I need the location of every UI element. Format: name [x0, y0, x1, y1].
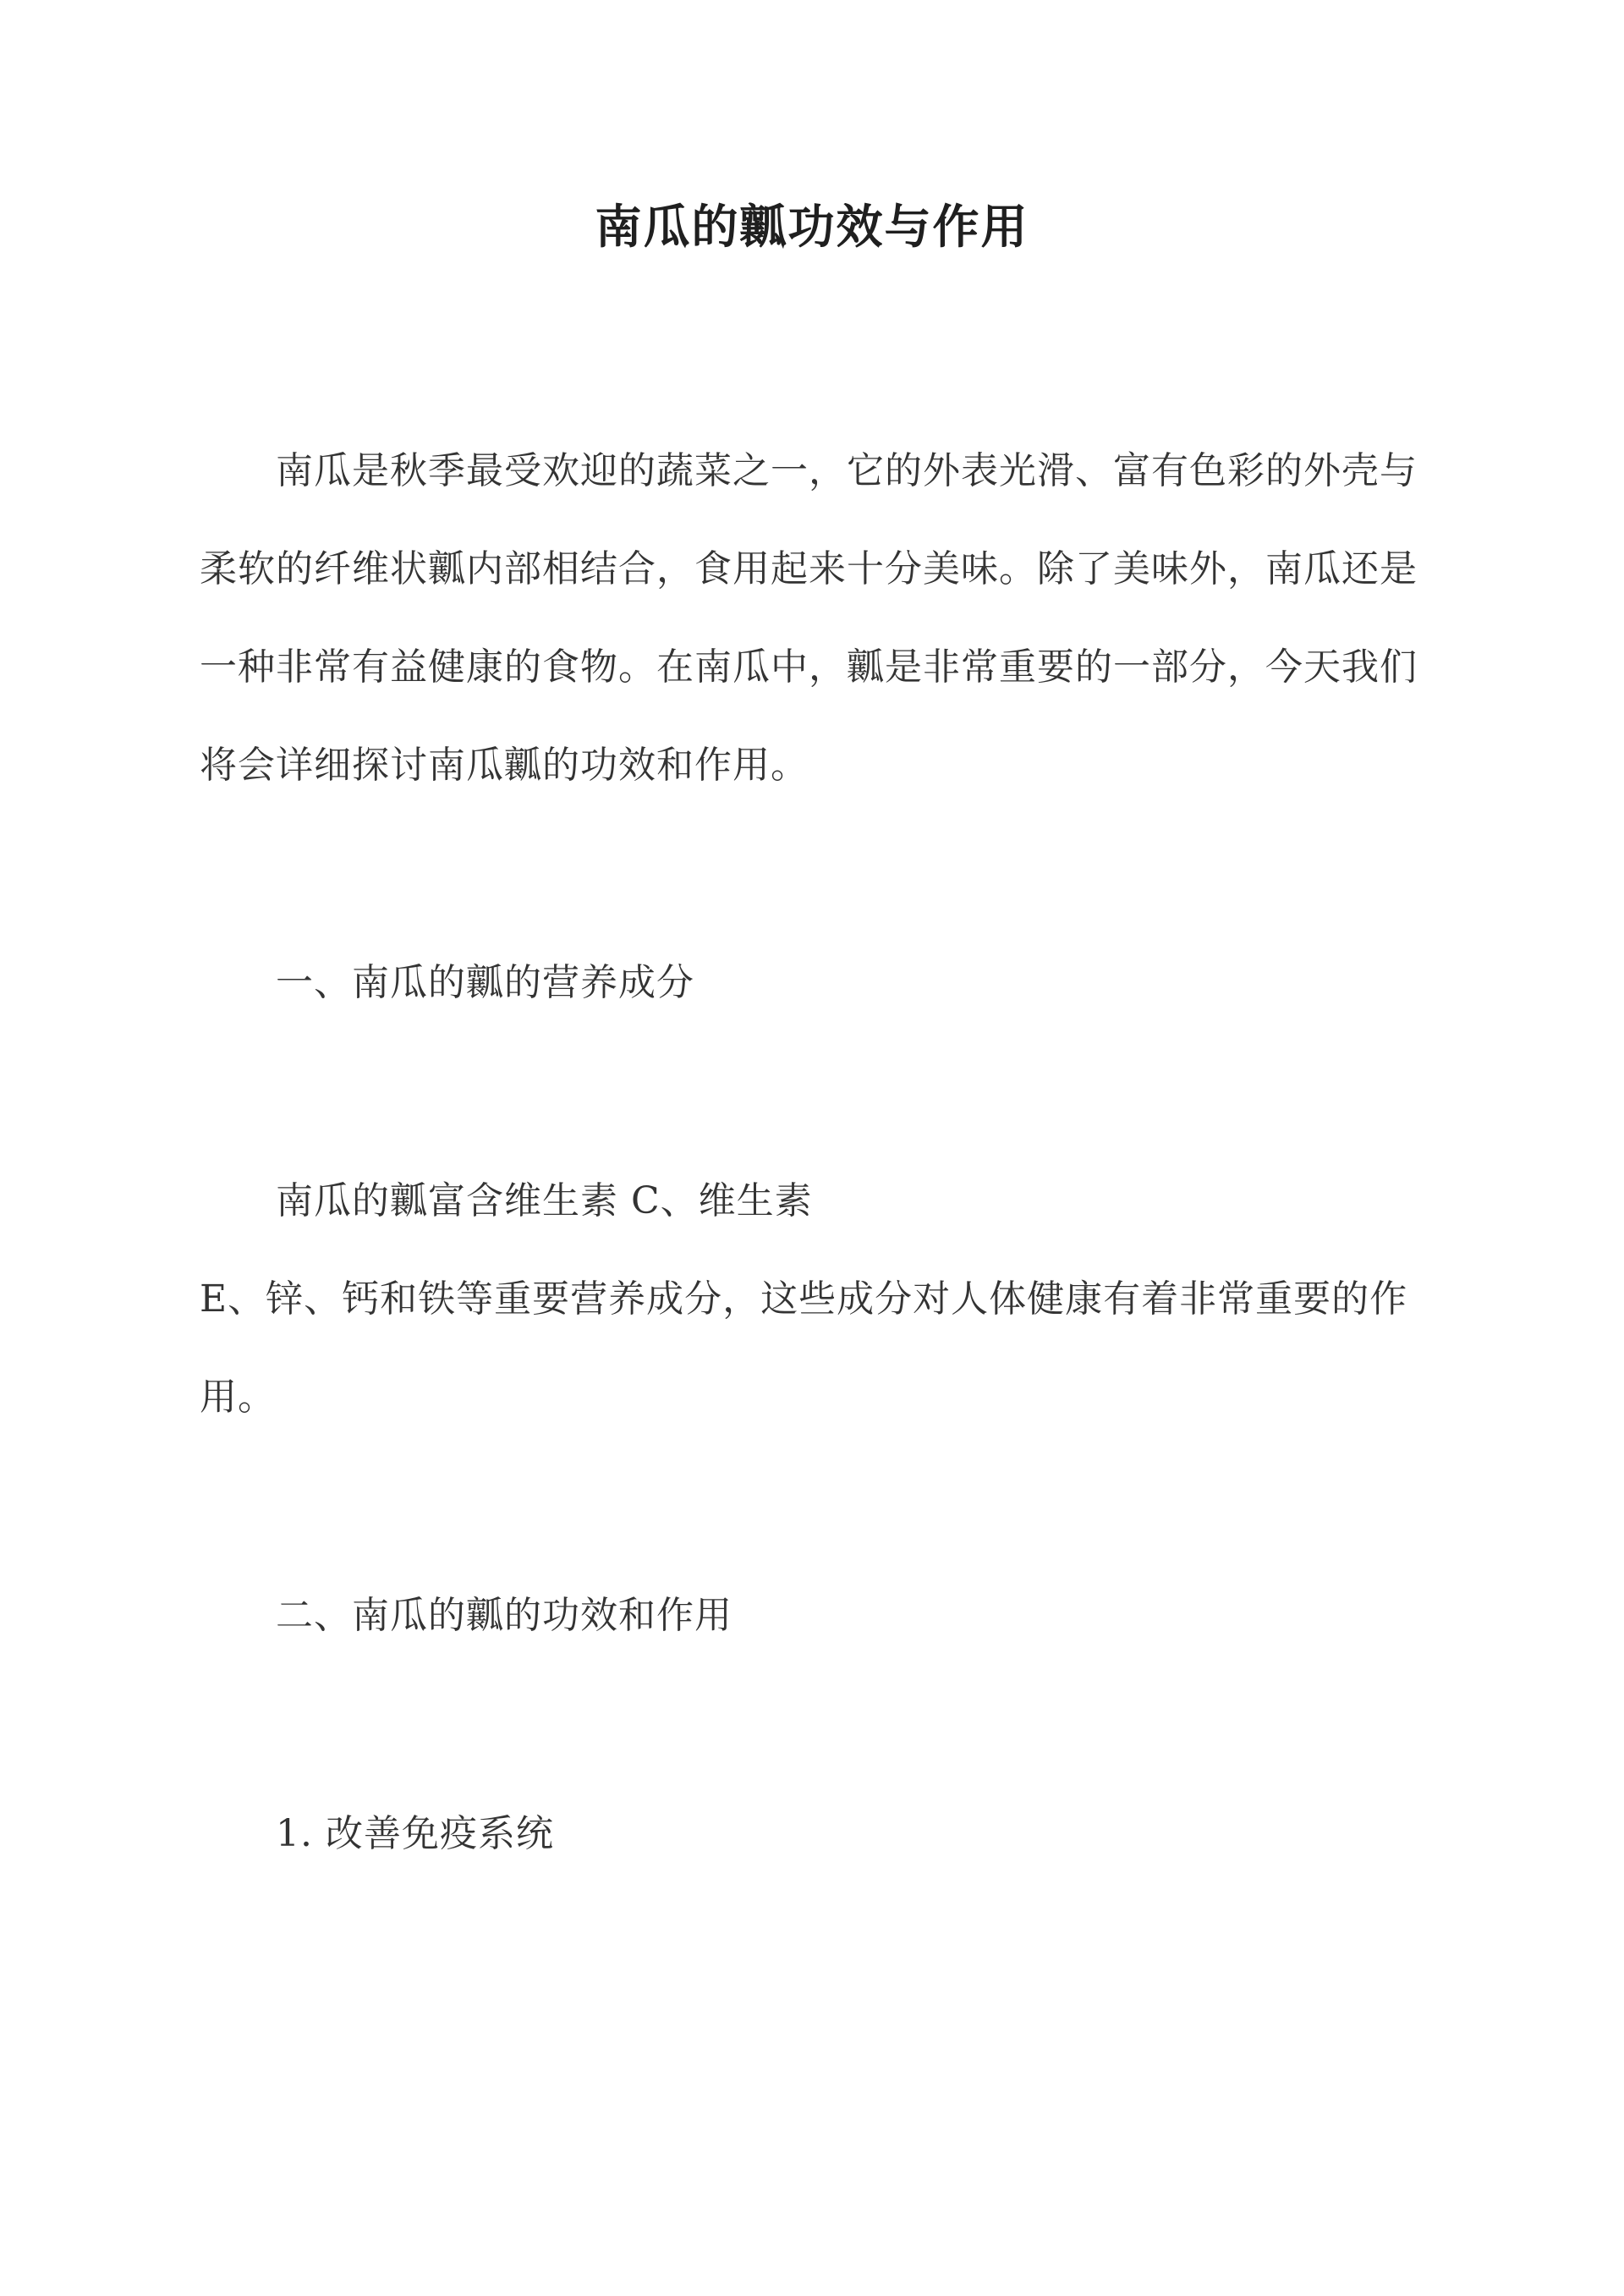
- intro-line-2: 柔软的纤维状瓤内部相结合，食用起来十分美味。除了美味外，南瓜还是: [200, 547, 1418, 590]
- section1-line-1: 南瓜的瓤富含维生素 C、维生素: [276, 1179, 813, 1222]
- section1-line-2: E、锌、钙和铁等重要营养成分，这些成分对人体健康有着非常重要的作: [200, 1277, 1408, 1321]
- intro-line-4: 将会详细探讨南瓜瓤的功效和作用。: [200, 744, 809, 787]
- intro-line-1: 南瓜是秋季最受欢迎的蔬菜之一，它的外表光滑、富有色彩的外壳与: [276, 449, 1418, 492]
- section2-heading: 二、南瓜的瓤的功效和作用: [276, 1594, 732, 1637]
- intro-line-3: 一种非常有益健康的食物。在南瓜中，瓤是非常重要的一部分，今天我们: [200, 645, 1418, 689]
- section2-item-1: 1. 改善免疫系统: [276, 1812, 554, 1855]
- section1-line-3: 用。: [200, 1376, 276, 1419]
- section1-heading: 一、南瓜的瓤的营养成分: [276, 961, 694, 1004]
- document-title: 南瓜的瓤功效与作用: [595, 199, 1029, 254]
